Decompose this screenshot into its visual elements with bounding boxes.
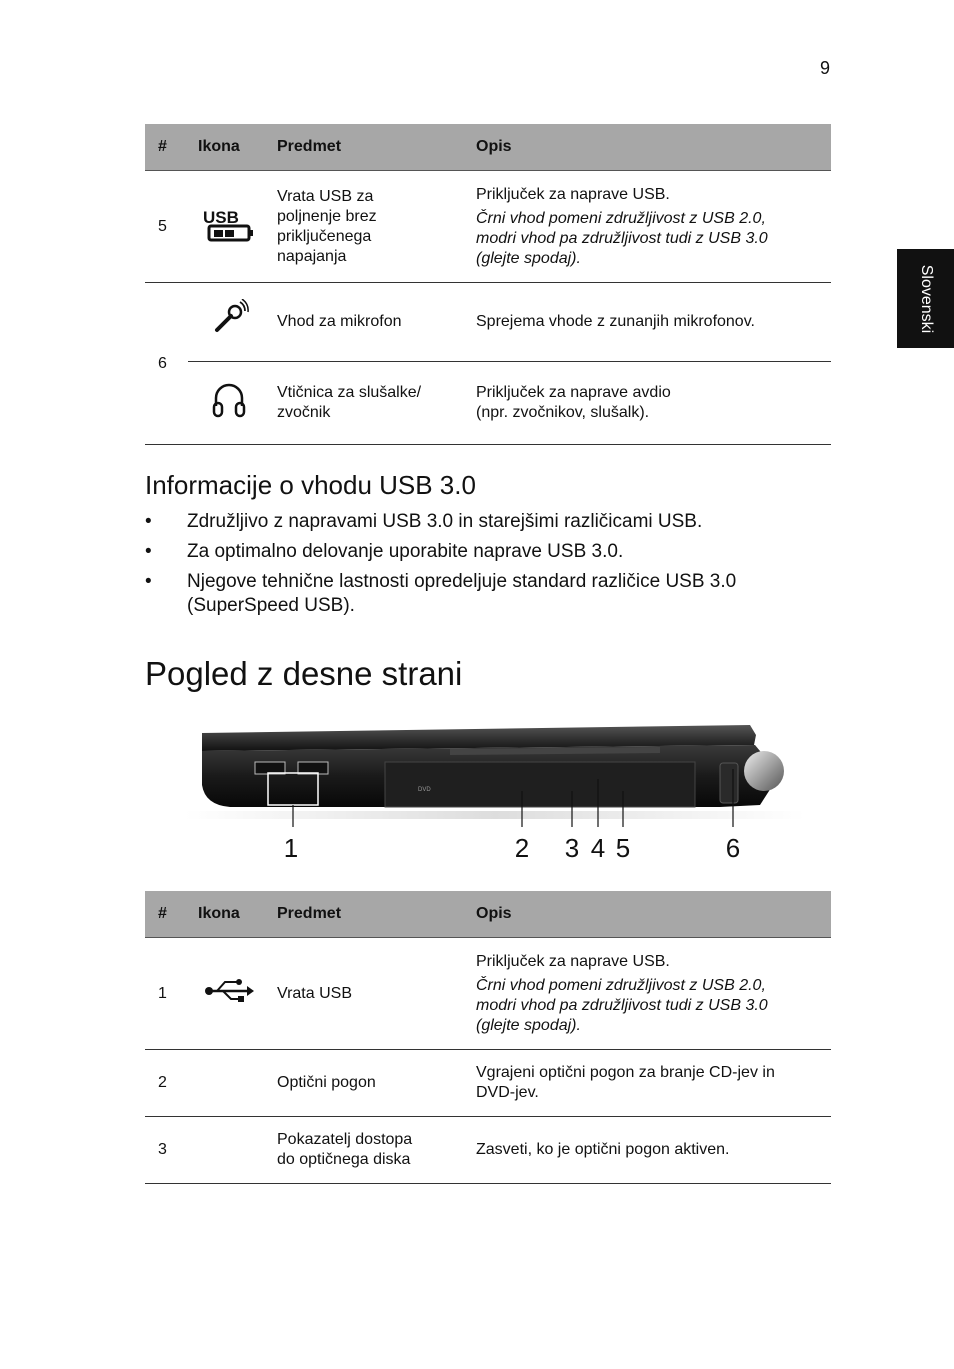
desc-note	[476, 209, 823, 269]
microphone-icon	[188, 283, 269, 362]
kensington-slot	[720, 763, 738, 803]
item-optical-drive: Optični pogon	[269, 1050, 468, 1117]
empty-icon-cell	[188, 1117, 269, 1184]
list-item-line: (SuperSpeed USB).	[187, 595, 355, 616]
usb3-heading: Informacije o vhodu USB 3.0	[145, 470, 476, 500]
col-header-number: #	[145, 124, 188, 171]
ports-table-1	[145, 124, 831, 445]
item-line: priključenega	[277, 227, 372, 245]
desc-note-line: (glejte spodaj).	[476, 249, 581, 267]
usb-icon	[188, 938, 269, 1050]
desc-note-line: modri vhod pa združljivost tudi z USB 3.0	[476, 229, 768, 247]
row-number: 3	[145, 1117, 188, 1184]
section-title: Pogled z desne strani	[145, 655, 463, 692]
desc-headphones	[468, 362, 831, 445]
list-item	[145, 570, 835, 618]
item-optical-indicator	[269, 1117, 468, 1184]
page-number: 9	[819, 58, 830, 78]
col-header-item: Predmet	[269, 891, 468, 938]
table-row	[145, 171, 831, 283]
item-line: napajanja	[277, 247, 347, 265]
table-row	[145, 362, 831, 445]
shadow	[185, 811, 805, 819]
usb-charging-icon	[188, 171, 269, 283]
col-header-icon: Ikona	[188, 124, 269, 171]
list-item: • Za optimalno delovanje uporabite naprave USB 3.0.	[145, 540, 835, 564]
desc-line: DVD-jev.	[476, 1084, 539, 1101]
callout-3: 3	[564, 833, 580, 863]
callout-6: 6	[725, 833, 741, 863]
col-header-item: Predmet	[269, 124, 468, 171]
callout-5: 5	[615, 833, 631, 863]
row-number: 6	[145, 283, 188, 445]
row-number: 1	[145, 938, 188, 1050]
desc-line: Vgrajeni optični pogon za branje CD-jev in	[476, 1064, 775, 1081]
headphones-icon	[188, 362, 269, 445]
item-line: Pokazatelj dostopa	[277, 1131, 413, 1148]
item-line: do optičnega diska	[277, 1151, 411, 1168]
desc-microphone: Sprejema vhode z zunanjih mikrofonov.	[468, 283, 831, 362]
ports-table-2	[145, 891, 831, 1184]
desc-optical-indicator: Zasveti, ko je optični pogon aktiven.	[468, 1117, 831, 1184]
list-item: • Združljivo z napravami USB 3.0 in starejšimi različicami USB.	[145, 510, 835, 534]
hinge	[744, 751, 784, 791]
table-row	[145, 1117, 831, 1184]
desc-line: Priključek za naprave avdio	[476, 384, 671, 401]
list-item-line: Njegove tehnične lastnosti opredeljuje standard različice USB 3.0	[187, 571, 737, 592]
desc-line: Priključek za naprave USB.	[476, 952, 670, 970]
item-usb-port: Vrata USB	[269, 938, 468, 1050]
desc-line: Priključek za naprave USB.	[476, 185, 670, 203]
item-line: Vrata USB za	[277, 187, 374, 205]
usb3-bullet-list	[145, 510, 835, 624]
callout-2: 2	[514, 833, 530, 863]
item-usb-charging	[269, 171, 468, 283]
callout-1: 1	[283, 833, 299, 863]
item-line: zvočnik	[277, 404, 331, 421]
item-line: Vtičnica za slušalke/	[277, 384, 422, 401]
desc-note	[476, 976, 823, 1036]
dvd-logo: DVD	[418, 787, 431, 793]
svg-text:USB: USB	[202, 207, 239, 227]
col-header-number: #	[145, 891, 188, 938]
row-number: 5	[145, 171, 188, 283]
desc-note-line: (glejte spodaj).	[476, 1016, 581, 1034]
table-row	[145, 283, 831, 362]
desc-usb-charging	[468, 171, 831, 283]
table-row	[145, 938, 831, 1050]
optical-drive-tray	[385, 762, 695, 807]
laptop-right-side-figure	[180, 715, 810, 875]
language-tab	[897, 249, 954, 348]
desc-usb-port	[468, 938, 831, 1050]
language-tab-label: Slovenski	[917, 264, 935, 333]
usb-port	[298, 762, 328, 774]
desc-optical-drive	[468, 1050, 831, 1117]
item-microphone: Vhod za mikrofon	[269, 283, 468, 362]
col-header-description: Opis	[468, 124, 831, 171]
item-line: poljnenje brez	[277, 207, 377, 225]
table-row	[145, 1050, 831, 1117]
col-header-description: Opis	[468, 891, 831, 938]
row-number: 2	[145, 1050, 188, 1117]
col-header-icon: Ikona	[188, 891, 269, 938]
item-headphones	[269, 362, 468, 445]
callout-4: 4	[590, 833, 606, 863]
desc-line: (npr. zvočnikov, slušalk).	[476, 404, 650, 421]
empty-icon-cell	[188, 1050, 269, 1117]
usb-port	[255, 762, 285, 774]
desc-note-line: Črni vhod pomeni združljivost z USB 2.0,	[476, 976, 766, 994]
desc-note-line: modri vhod pa združljivost tudi z USB 3.0	[476, 996, 768, 1014]
desc-note-line: Črni vhod pomeni združljivost z USB 2.0,	[476, 209, 766, 227]
